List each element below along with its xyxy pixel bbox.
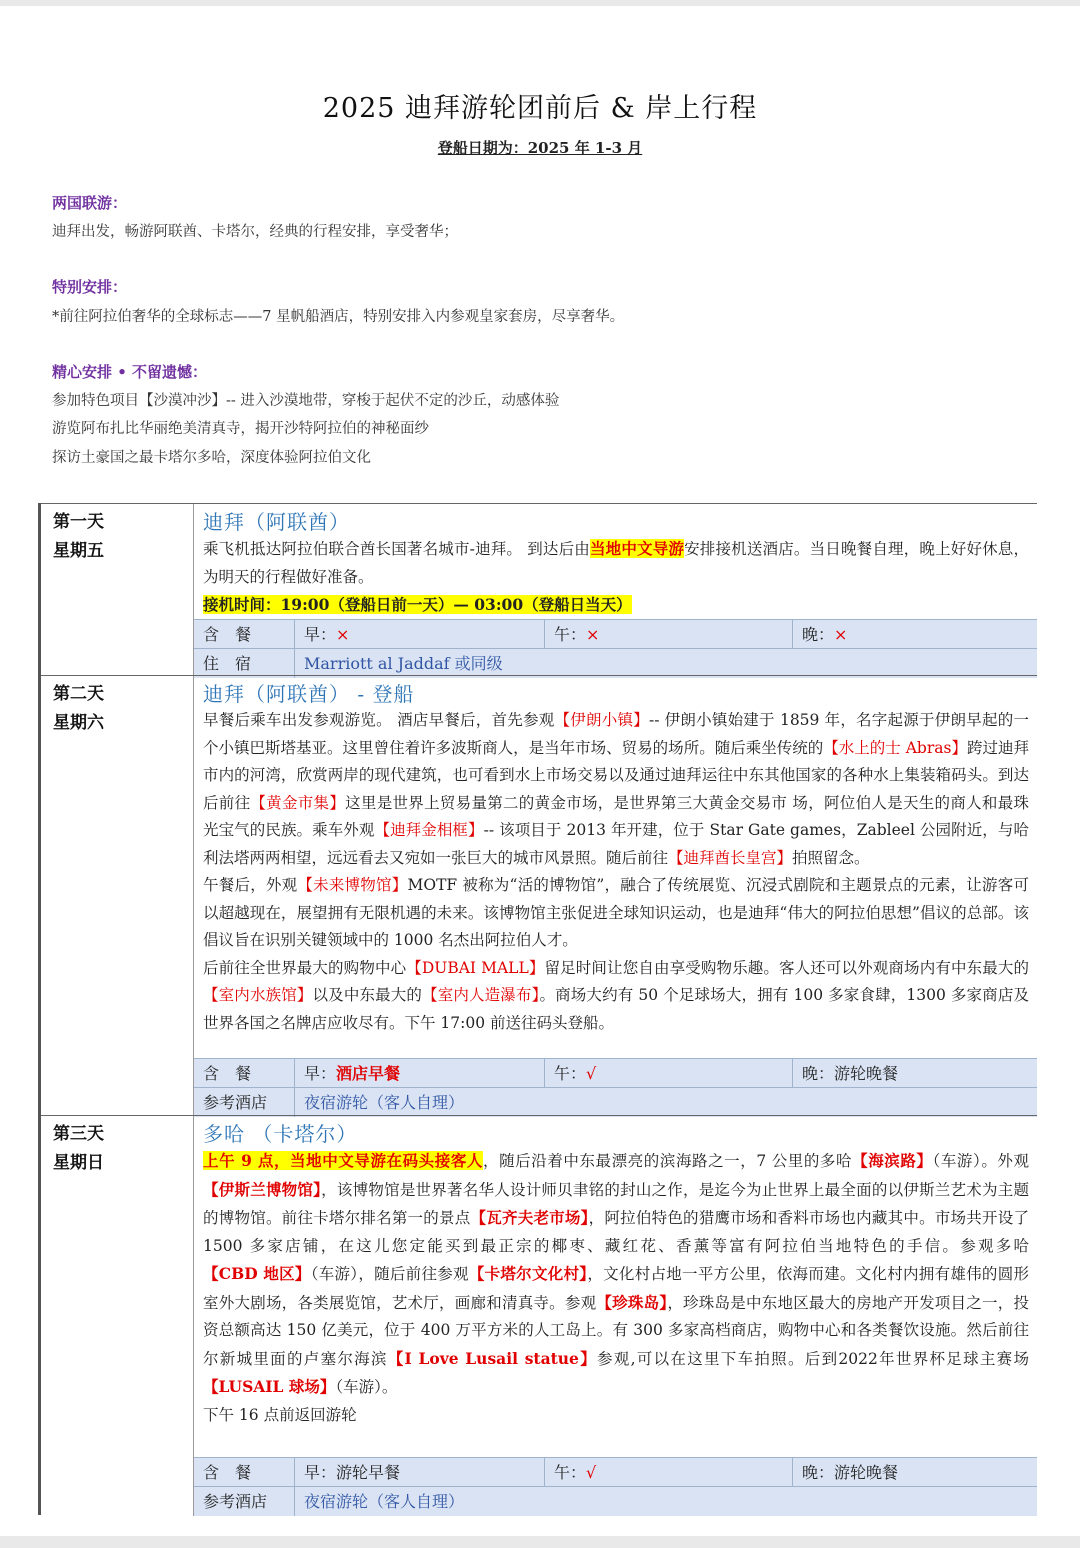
lunch-cell: 午：× xyxy=(544,620,792,649)
hotel-name: 夜宿游轮（客人自理） xyxy=(294,1088,1037,1117)
attraction: 【迪拜金相框】 xyxy=(374,821,484,839)
day-description: 乘飞机抵达阿拉伯联合酋长国著名城市-迪拜。 到达后由当地中文导游安排接机送酒店。当日晚餐自理，晚上好好休息，为明天的行程做好准备。 xyxy=(203,539,1029,586)
document-page xyxy=(0,6,1080,1536)
pickup-time: 接机时间：19:00（登船日前一天）— 03:00（登船日当天） xyxy=(203,595,632,614)
section-heading-highlights: 精心安排 • 不留遗憾： xyxy=(52,363,208,381)
attraction: 【瓦齐夫老市场】 xyxy=(470,1208,589,1227)
attraction: 【CBD 地区】 xyxy=(203,1264,311,1283)
meals-label: 含 餐 xyxy=(203,1463,252,1482)
highlight-line: 探访土豪国之最卡塔尔多哈，深度体验阿拉伯文化 xyxy=(52,450,371,466)
attraction: 【DUBAI MALL】 xyxy=(406,958,545,977)
day-row-2 xyxy=(41,675,1037,1116)
guide-highlight: 上午 9 点，当地中文导游在码头接客人 xyxy=(203,1151,483,1170)
lodging-label: 住 宿 xyxy=(203,654,252,673)
dinner-cell: 晚：游轮晚餐 xyxy=(792,1458,1037,1487)
attraction: 【I Love Lusail statue】 xyxy=(387,1348,597,1368)
attraction: 【迪拜酋长皇宫】 xyxy=(668,848,793,867)
weekday: 星期五 xyxy=(53,541,104,561)
ref-hotel-label: 参考酒店 xyxy=(203,1093,268,1112)
day-row-3 xyxy=(41,1115,1037,1516)
day-description: 早餐后乘车出发参观游览。 酒店早餐后，首先参观【伊朗小镇】-- 伊朗小镇始建于 1859 年，名字起源于伊朗早起的一个小镇巴斯塔基亚。这里曾住着许多波斯商人，是当年市场、贸易的场所。随后乘坐传统的【水上的士 Abras】跨过迪拜市内的河湾，欣赏两岸的现代建筑，也可看到水上市场交易以及通过迪拜运往中东其他国家的各种水上集装箱码头。到达后前往【黄金市集】这里是世界上贸易量第二的黄金市场，是世界第三大黄金交易市 场，阿位伯人是天生的商人和最珠光宝气的民族。乘车外观【迪拜金相框】-- 该项目于 2013 年开建，位于 Star Gate games，Zableel 公园附近，与哈利法塔两两相望，远远看去又宛如一张巨大的城市风景照。随后前往【迪拜酋长皇宫】拍照留念。 午餐后，外观【未来博物馆】MOTF 被称为“活的博物馆”，融合了传统展览、沉浸式剧院和主题景点的元素，让游客可以超越现在，展望拥有无限机遇的未来。该博物馆主张促进全球知识运动，也是迪拜“伟大的阿拉伯思想”倡议的总部。该倡议旨在识别关键领域中的 1000 名杰出阿拉伯人才。 后前往全世界最大的购物中心【DUBAI MALL】留足时间让您自由享受购物乐趣。客人还可以外观商场内有中东最大的【室内水族馆】以及中东最大的【室内人造瀑布】。商场大约有 50 个足球场大，拥有 100 多家食肆，1300 多家商店及世界各国之名牌店应收尽有。下午 17:00 前送往码头登船。 xyxy=(203,711,1029,1032)
lodging-row xyxy=(194,1486,1037,1516)
meals-label: 含 餐 xyxy=(203,1064,252,1083)
guide-highlight: 当地中文导游 xyxy=(589,539,685,558)
attraction: 【黄金市集】 xyxy=(250,793,346,812)
itinerary-table xyxy=(38,503,1037,1515)
lunch-cell: 午：√ xyxy=(544,1059,792,1088)
day-title: 多哈 （卡塔尔） xyxy=(203,1122,358,1146)
lodging-row xyxy=(194,648,1037,678)
breakfast-cell: 早：× xyxy=(294,620,544,649)
day-title: 迪拜（阿联酋） xyxy=(203,510,350,534)
attraction: 【伊朗小镇】 xyxy=(554,711,649,729)
day-content xyxy=(193,504,1037,676)
day-number: 第一天 xyxy=(53,512,104,532)
lunch-cell: 午：√ xyxy=(544,1458,792,1487)
day-label xyxy=(53,508,104,566)
hotel-name: 夜宿游轮（客人自理） xyxy=(294,1487,1037,1516)
day-number: 第三天 xyxy=(53,1124,104,1144)
cross-icon: × xyxy=(336,625,350,644)
day-number: 第二天 xyxy=(53,684,104,704)
attraction: 【室内水族馆】 xyxy=(203,986,313,1004)
check-icon: √ xyxy=(586,1064,597,1083)
meals-row xyxy=(194,1457,1037,1487)
attraction: 【卡塔尔文化村】 xyxy=(468,1264,588,1283)
attraction: 【未来博物馆】 xyxy=(297,876,408,894)
attraction: 【LUSAIL 球场】 xyxy=(203,1377,336,1396)
day-row-1 xyxy=(41,503,1037,676)
meals-row xyxy=(194,1058,1037,1088)
page-title: 2025 迪拜游轮团前后 & 岸上行程 xyxy=(322,93,758,124)
cross-icon: × xyxy=(586,625,600,644)
day-label xyxy=(53,1120,104,1178)
section-heading-two-countries: 两国联游： xyxy=(52,194,128,212)
cross-icon: × xyxy=(834,625,848,644)
attraction: 【伊斯兰博物馆】 xyxy=(203,1179,322,1199)
check-icon: √ xyxy=(586,1463,597,1482)
day-label xyxy=(53,680,104,738)
weekday: 星期日 xyxy=(53,1153,104,1173)
weekday: 星期六 xyxy=(53,713,104,733)
dinner-cell: 晚：× xyxy=(792,620,1037,649)
hotel-name: Marriott al Jaddaf 或同级 xyxy=(294,649,1037,678)
breakfast-cell: 早：游轮早餐 xyxy=(294,1458,544,1487)
attraction: 【珍珠岛】 xyxy=(596,1292,668,1312)
page-subtitle: 登船日期为：2025 年 1-3 月 xyxy=(437,139,643,157)
lodging-row xyxy=(194,1087,1037,1117)
attraction: 【水上的士 Abras】 xyxy=(823,738,967,757)
section-heading-special: 特别安排： xyxy=(52,278,128,296)
attraction: 【室内人造瀑布】 xyxy=(422,986,540,1004)
highlight-line: 参加特色项目【沙漠冲沙】-- 进入沙漠地带，穿梭于起伏不定的沙丘，动感体验 xyxy=(52,393,560,409)
section-text-two-countries: 迪拜出发，畅游阿联酋、卡塔尔，经典的行程安排，享受奢华； xyxy=(52,224,458,240)
meals-label: 含 餐 xyxy=(203,625,252,644)
ref-hotel-label: 参考酒店 xyxy=(203,1492,268,1511)
dinner-cell: 晚：游轮晚餐 xyxy=(792,1059,1037,1088)
meals-row xyxy=(194,619,1037,649)
day-description: 上午 9 点，当地中文导游在码头接客人，随后沿着中东最漂亮的滨海路之一，7 公里的多哈【海滨路】（车游）。外观【伊斯兰博物馆】，该博物馆是世界著名华人设计师贝聿铭的封山之作，是迄今为止世界上最全面的以伊斯兰艺术为主题的博物馆。前往卡塔尔排名第一的景点【瓦齐夫老市场】，阿拉伯特色的猎鹰市场和香料市场也内藏其中。市场共开设了 1500 多家店铺，在这儿您定能买到最正宗的椰枣、藏红花、香薰等富有阿拉伯当地特色的手信。参观多哈【CBD 地区】（车游），随后前往参观【卡塔尔文化村】，文化村占地一平方公里，依海而建。文化村内拥有雄伟的圆形室外大剧场，各类展览馆，艺术厅，画廊和清真寺。参观【珍珠岛】，珍珠岛是中东地区最大的房地产开发项目之一，投资总额高达 150 亿美元，位于 400 万平方米的人工岛上。有 300 多家高档商店，购物中心和各类餐饮设施。然后前往尔新城里面的卢塞尔海滨【I Love Lusail statue】参观,可以在这里下车拍照。后到2022年世界杯足球主赛场【LUSAIL 球场】（车游）。 下午 16 点前返回游轮 xyxy=(203,1151,1029,1424)
breakfast-cell: 早：酒店早餐 xyxy=(294,1059,544,1088)
day-title: 迪拜（阿联酋） - 登船 xyxy=(203,682,415,706)
attraction: 【海滨路】 xyxy=(852,1151,933,1170)
highlight-line: 游览阿布扎比华丽绝美清真寺，揭开沙特阿拉伯的神秘面纱 xyxy=(52,421,429,437)
section-text-special: *前往阿拉伯奢华的全球标志——7 星帆船酒店，特别安排入内参观皇家套房，尽享奢华。 xyxy=(52,309,625,325)
day-content xyxy=(193,1116,1037,1516)
day-content xyxy=(193,676,1037,1116)
